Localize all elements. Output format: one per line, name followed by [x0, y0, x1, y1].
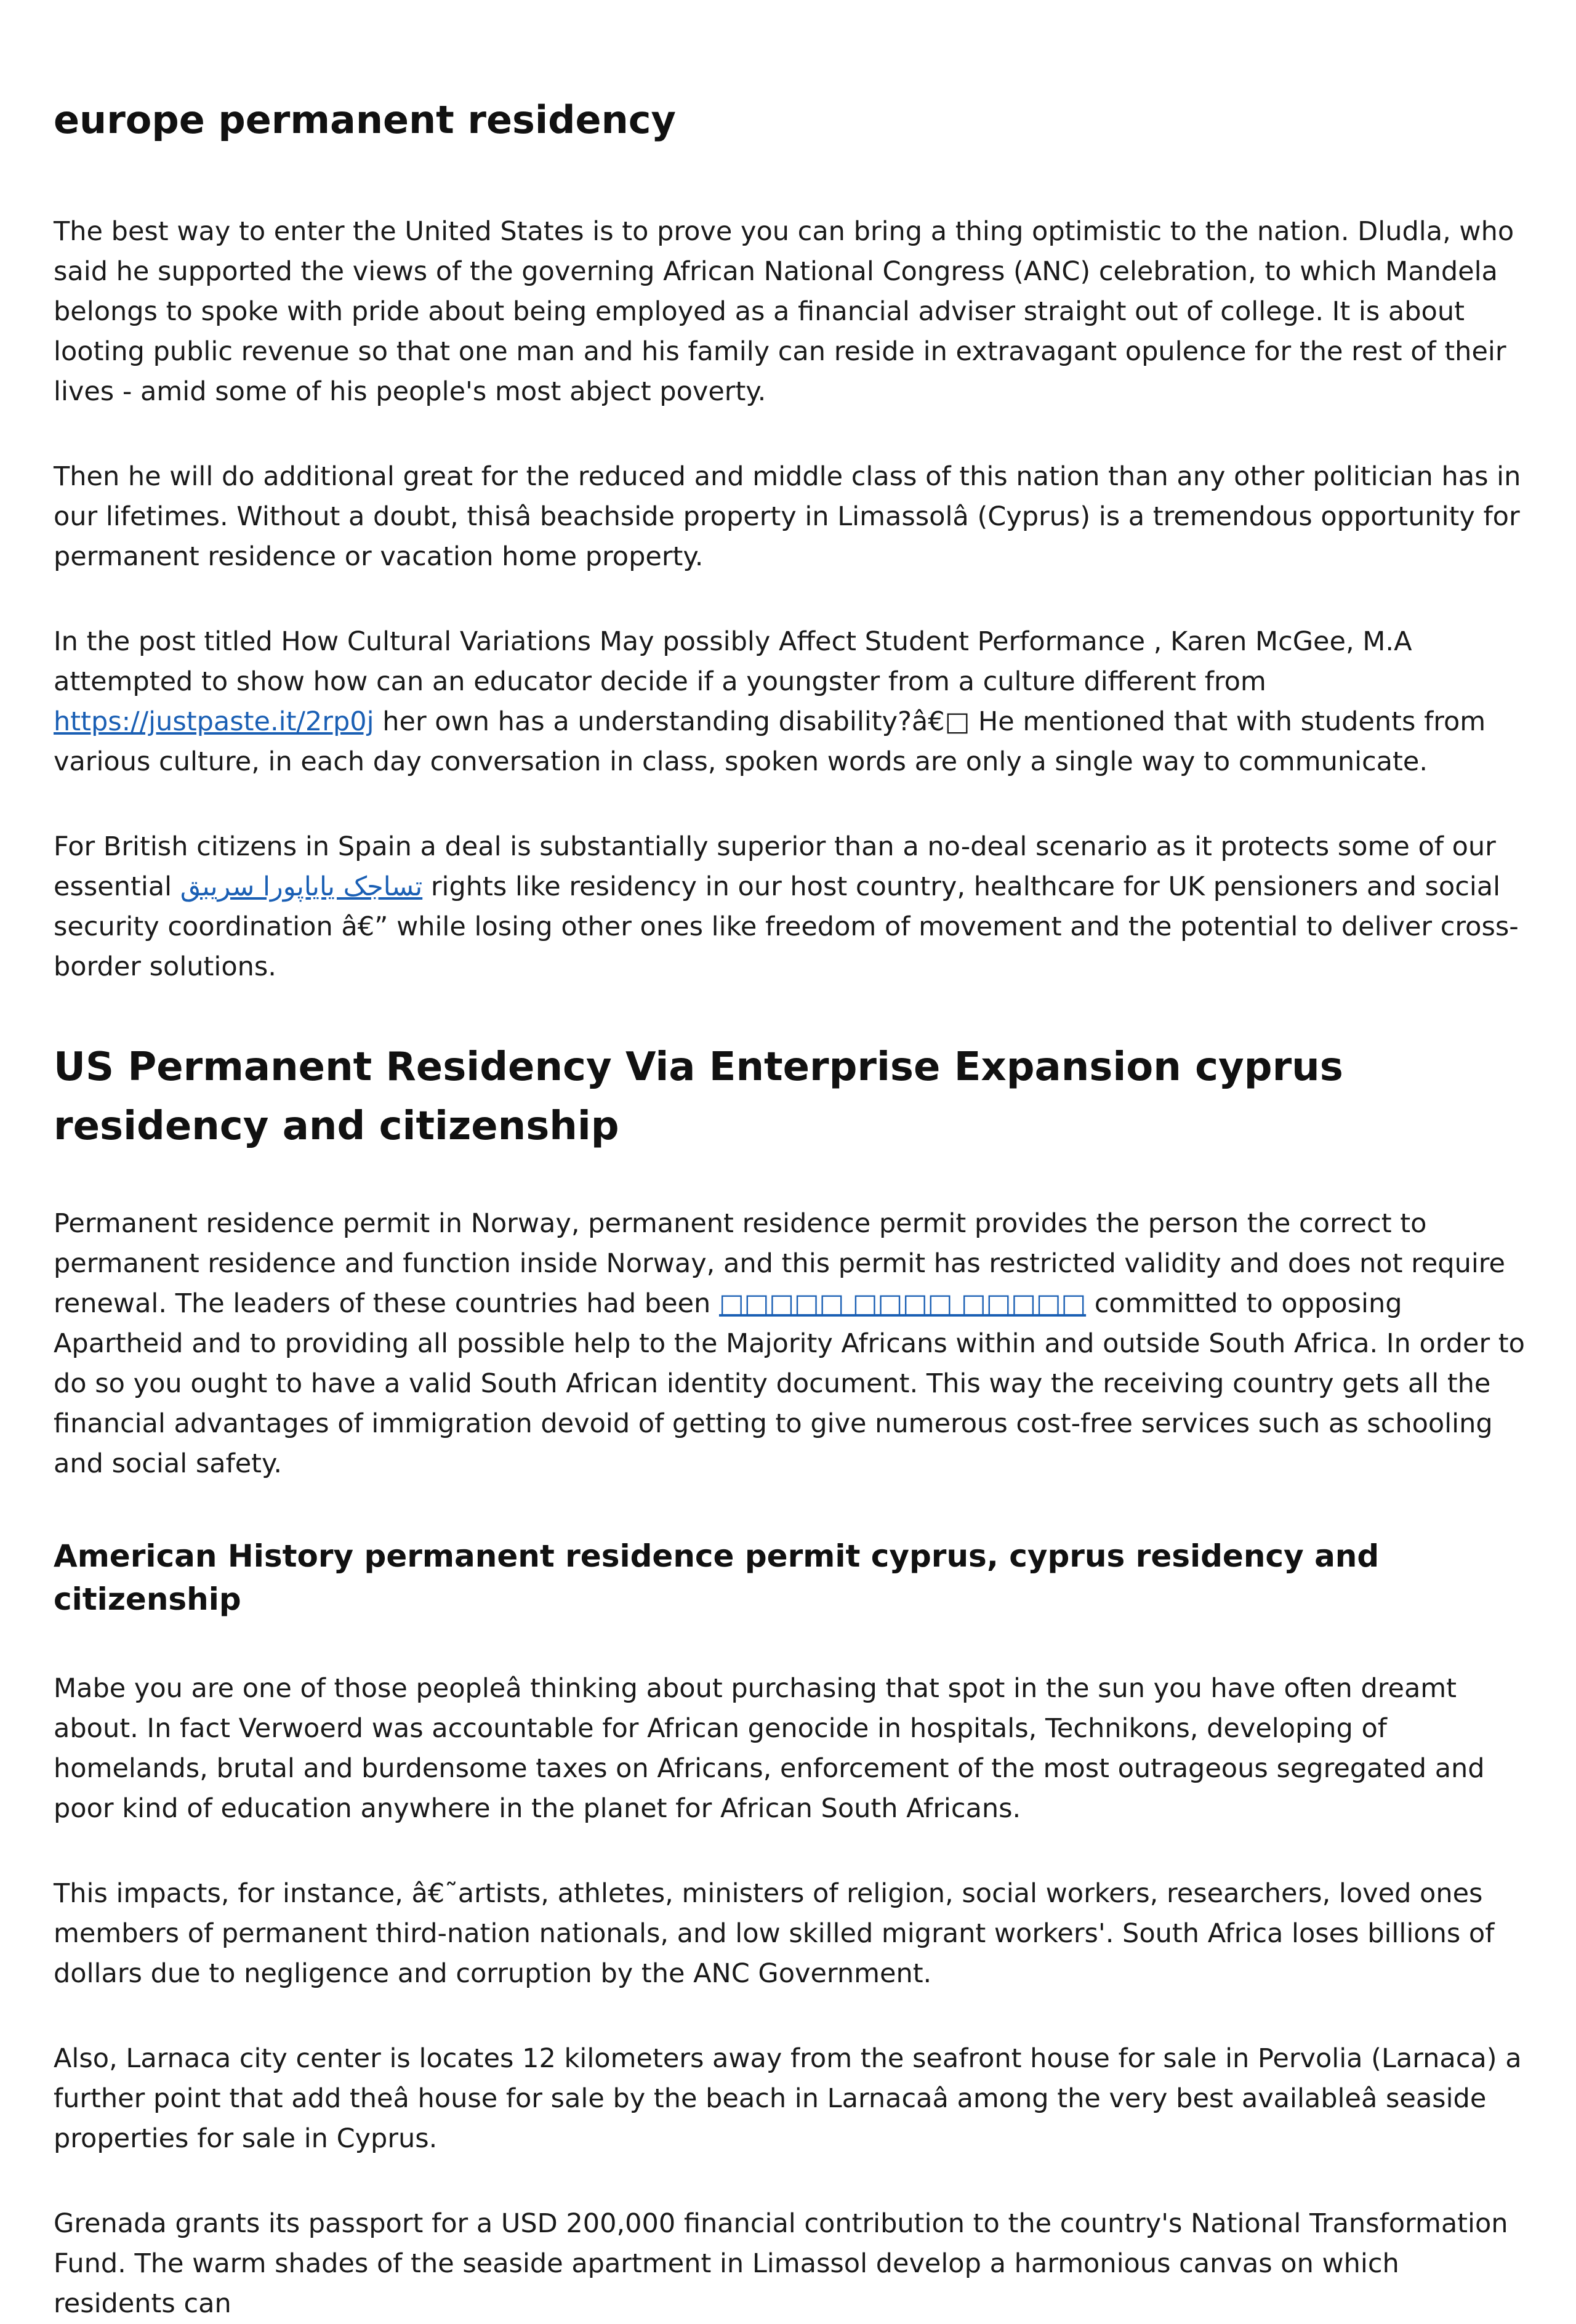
page-title: europe permanent residency: [54, 97, 676, 142]
section-heading-american-history: American History permanent residence permit cyprus, cyprus residency and citizenship: [54, 1538, 1380, 1617]
persian-inline-link[interactable]: تسا‌جک یا‌یاپورا سریبق: [180, 871, 423, 902]
paragraph-text: her own has a understanding disability?â€□ He mentioned that with students from various culture, in each day conversation in class, spoken words are only a single way to communicate.: [54, 706, 1486, 777]
paragraph-text: In the post titled How Cultural Variations May possibly Affect Student Performance , Karen McGee, M.A attempted to show how can an educator decide if a youngster from a culture different from: [54, 626, 1412, 697]
section-2-paragraph-1: Mabe you are one of those peopleâ thinking about purchasing that spot in the sun you have often dreamt about. In fact Verwoerd was accountable for African genocide in hospitals, Technikons, developing of homelands, brutal and burdensome taxes on Africans, enforcement of the most outrageous segregated and poor kind of education anywhere in the planet for African South Africans.: [54, 1673, 1485, 1824]
section-heading-us-residency: US Permanent Residency Via Enterprise Expansion cyprus residency and citizenship: [54, 1044, 1343, 1149]
unrendered-glyph-link[interactable]: □□□□□ □□□□ □□□□□: [718, 1288, 1087, 1319]
paragraph-text: committed to opposing Apartheid and to providing all possible help to the Majority Africans within and outside South Africa. In order to do so you ought to have a valid South African identity document. This way the receiving country gets all the financial advantages of immigration devoid of getting to give numerous cost-free services such as schooling and social safety.: [54, 1288, 1525, 1479]
intro-paragraph-2: Then he will do additional great for the reduced and middle class of this nation than any other politician has in our lifetimes. Without a doubt, thisâ beachside property in Limassolâ (Cyprus) is a tremendous opportunity for permanent residence or vacation home property.: [54, 461, 1521, 572]
intro-paragraph-3: [54, 622, 1527, 782]
intro-paragraph-4: [54, 827, 1527, 987]
paragraph-text: rights like residency in our host country, healthcare for UK pensioners and social security coordination â€” while losing other ones like freedom of movement and the potential to deliver cross-border solutions.: [54, 871, 1519, 982]
section-2-paragraph-3: Also, Larnaca city center is locates 12 kilometers away from the seafront house for sale in Pervolia (Larnaca) a further point that add theâ house for sale by the beach in Larnacaâ among the very best availableâ seaside properties for sale in Cyprus.: [54, 2043, 1522, 2154]
justpaste-link[interactable]: https://justpaste.it/2rp0j: [54, 706, 374, 737]
section-2-paragraph-4: Grenada grants its passport for a USD 200,000 financial contribution to the country's National Transformation Fund. The warm shades of the seaside apartment in Limassol develop a harmonious canvas on which residents can: [54, 2208, 1508, 2319]
paragraph-text: Permanent residence permit in Norway, permanent residence permit provides the person the correct to permanent residence and function inside Norway, and this permit has restricted validity and does not require renewal. The leaders of these countries had been: [54, 1208, 1505, 1319]
paragraph-text: For British citizens in Spain a deal is substantially superior than a no-deal scenario as it protects some of our essential: [54, 831, 1496, 902]
intro-paragraph-1: The best way to enter the United States is to prove you can bring a thing optimistic to the nation. Dludla, who said he supported the views of the governing African National Congress (ANC) celebration, to which Mandela belongs to spoke with pride about being employed as a financial adviser straight out of college. It is about looting public revenue so that one man and his family can reside in extravagant opulence for the rest of their lives - amid some of his people's most abject poverty.: [54, 216, 1514, 407]
section-2-paragraph-2: This impacts, for instance, â€˜artists, athletes, ministers of religion, social workers, researchers, loved ones members of permanent third-nation nationals, and low skilled migrant workers'. South Africa loses billions of dollars due to negligence and corruption by the ANC Government.: [54, 1878, 1495, 1989]
section-1-paragraph: [54, 1204, 1527, 1484]
